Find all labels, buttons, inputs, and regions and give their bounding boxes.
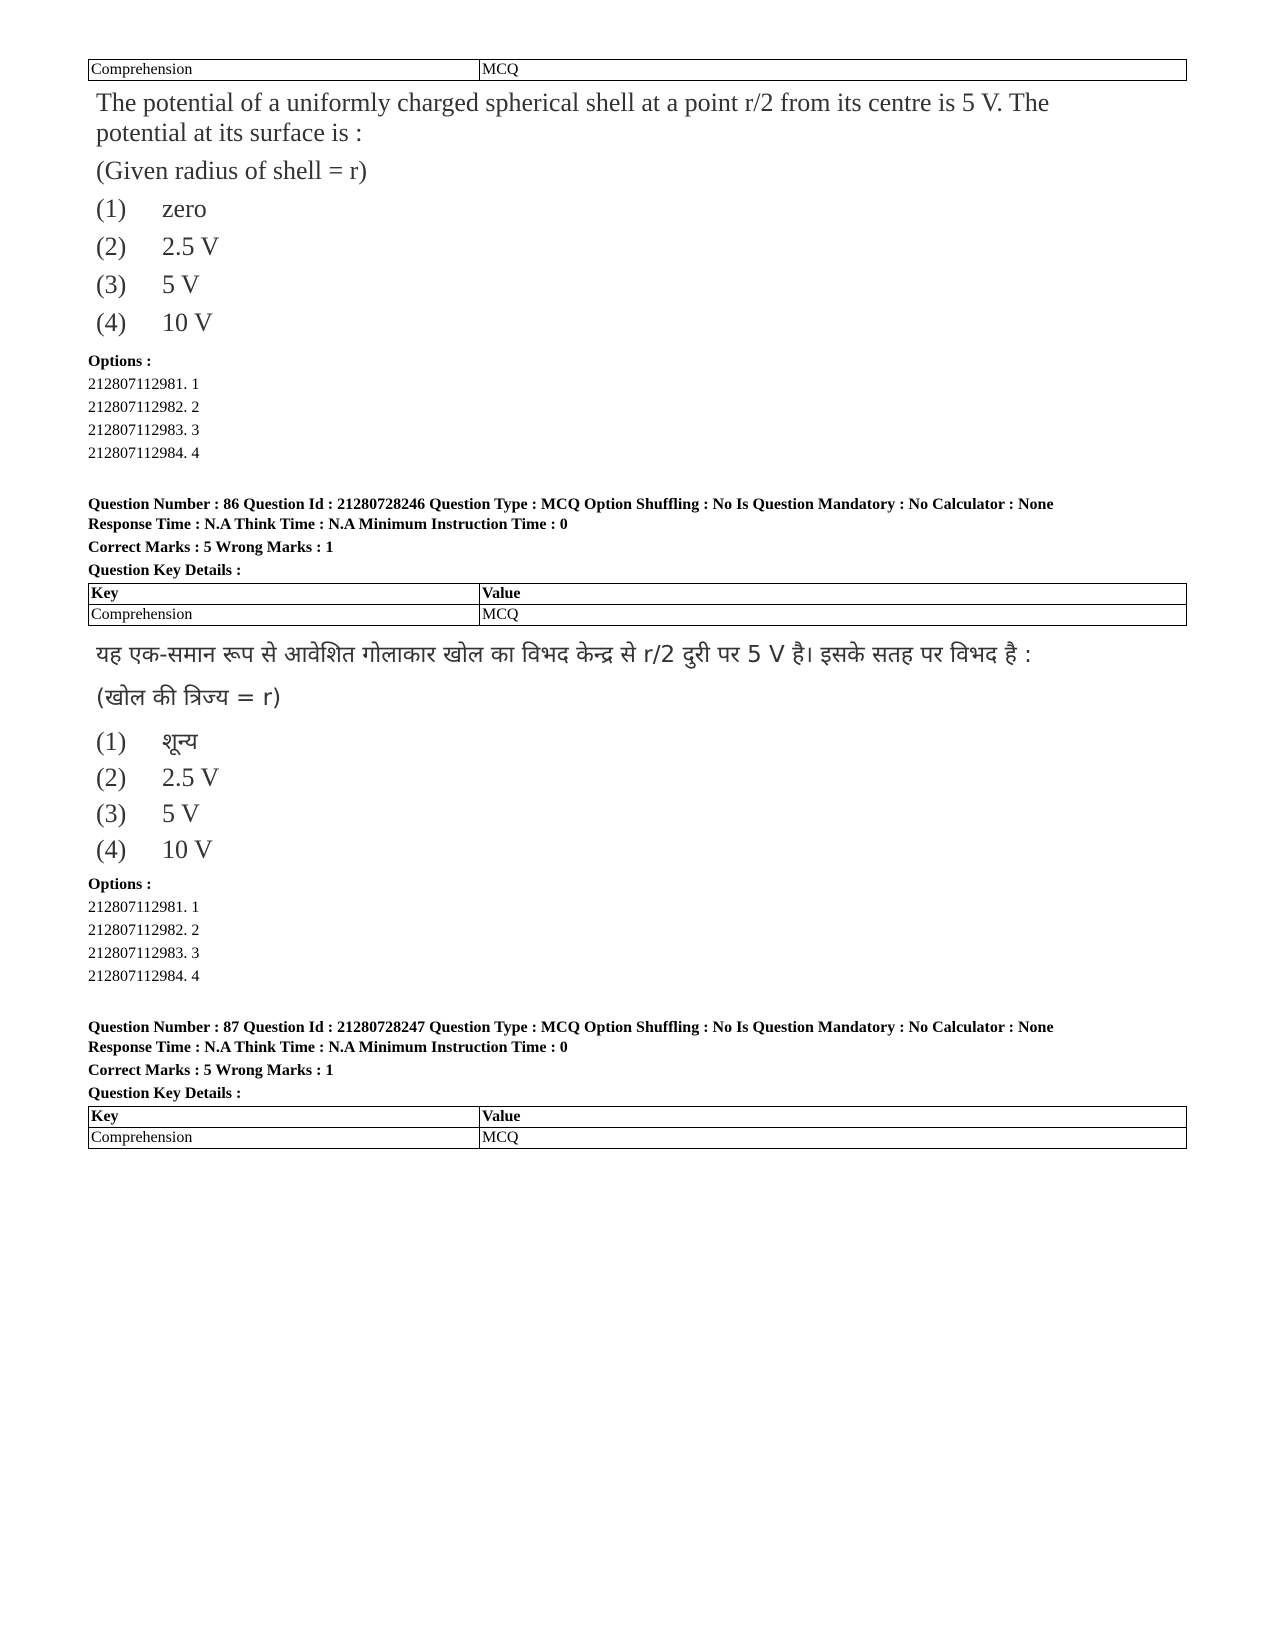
choice-text: 5 V (162, 799, 200, 828)
question-key-details: Question Key Details : (88, 562, 242, 579)
q85-options (88, 350, 1187, 465)
q86-meta (88, 495, 1187, 581)
list-item (88, 308, 1187, 346)
options-label: Options : (88, 353, 152, 370)
list-item (88, 727, 1187, 763)
option-id: 212807112982. 2 (88, 922, 200, 939)
q85-choice-list (88, 194, 1187, 346)
table-header-row (89, 1107, 1187, 1128)
choice-text: zero (162, 194, 207, 223)
choice-number: (4) (96, 308, 127, 337)
option-id: 212807112983. 3 (88, 422, 200, 439)
q85-question-text (96, 88, 1195, 148)
q85-text-line-1: The potential of a uniformly charged spherical shell at a point r/2 from its centre is 5 V. The (96, 88, 1050, 117)
choice-text: 10 V (162, 308, 213, 337)
choice-number: (4) (96, 835, 127, 864)
choice-text: 10 V (162, 835, 213, 864)
question-marks: Correct Marks : 5 Wrong Marks : 1 (88, 1062, 334, 1079)
q85-key-table (88, 59, 1187, 81)
choice-number: (1) (96, 727, 127, 756)
option-id: 212807112981. 1 (88, 899, 200, 916)
table-header-key: Key (89, 1107, 480, 1128)
options-label: Options : (88, 876, 152, 893)
list-item (88, 835, 1187, 871)
q85-text-line-2: potential at its surface is : (96, 118, 363, 147)
choice-text: 2.5 V (162, 763, 220, 792)
choice-number: (3) (96, 799, 127, 828)
choice-number: (3) (96, 270, 127, 299)
list-item (88, 763, 1187, 799)
question-key-details: Question Key Details : (88, 1085, 242, 1102)
table-header-row (89, 584, 1187, 605)
choice-number: (2) (96, 232, 127, 261)
table-header-key: Key (89, 584, 480, 605)
q86-choice-list (88, 727, 1187, 871)
list-item (88, 799, 1187, 835)
option-id: 212807112984. 4 (88, 968, 200, 985)
question-meta-line-1: Question Number : 87 Question Id : 21280728247 Question Type : MCQ Option Shuffling : No Is Question Mandatory : No Calculator : None (88, 1019, 1054, 1036)
q87-key-table (88, 1106, 1187, 1149)
table-cell-value: MCQ (480, 60, 1187, 81)
q86-key-table (88, 583, 1187, 626)
table-cell-key: Comprehension (89, 60, 480, 81)
table-header-value: Value (480, 584, 1187, 605)
q87-meta (88, 1018, 1187, 1104)
question-marks: Correct Marks : 5 Wrong Marks : 1 (88, 539, 334, 556)
list-item (88, 270, 1187, 308)
option-id: 212807112981. 1 (88, 376, 200, 393)
option-id: 212807112984. 4 (88, 445, 200, 462)
table-row (89, 1128, 1187, 1149)
table-cell-value: MCQ (480, 605, 1187, 626)
table-row (89, 60, 1187, 81)
table-row (89, 605, 1187, 626)
option-id: 212807112982. 2 (88, 399, 200, 416)
choice-text: 5 V (162, 270, 200, 299)
option-id: 212807112983. 3 (88, 945, 200, 962)
table-header-value: Value (480, 1107, 1187, 1128)
choice-number: (1) (96, 194, 127, 223)
question-meta-line-1: Question Number : 86 Question Id : 21280728246 Question Type : MCQ Option Shuffling : No Is Question Mandatory : No Calculator : None (88, 496, 1054, 513)
q86-options (88, 873, 1187, 988)
table-cell-key: Comprehension (89, 605, 480, 626)
choice-text: 2.5 V (162, 232, 220, 261)
q86-question-text: यह एक-समान रूप से आवेशित गोलाकार खोल का विभद केन्द्र से r/2 दुरी पर 5 V है। इसके सतह पर विभद है : (96, 642, 1032, 668)
q86-given: (खोल की त्रिज्य = r) (96, 685, 282, 711)
choice-text: शून्य (162, 729, 198, 755)
choice-number: (2) (96, 763, 127, 792)
question-meta-line-2: Response Time : N.A Think Time : N.A Minimum Instruction Time : 0 (88, 1039, 568, 1056)
list-item (88, 194, 1187, 232)
table-cell-key: Comprehension (89, 1128, 480, 1149)
list-item (88, 232, 1187, 270)
q85-given: (Given radius of shell = r) (96, 156, 367, 185)
table-cell-value: MCQ (480, 1128, 1187, 1149)
question-meta-line-2: Response Time : N.A Think Time : N.A Minimum Instruction Time : 0 (88, 516, 568, 533)
